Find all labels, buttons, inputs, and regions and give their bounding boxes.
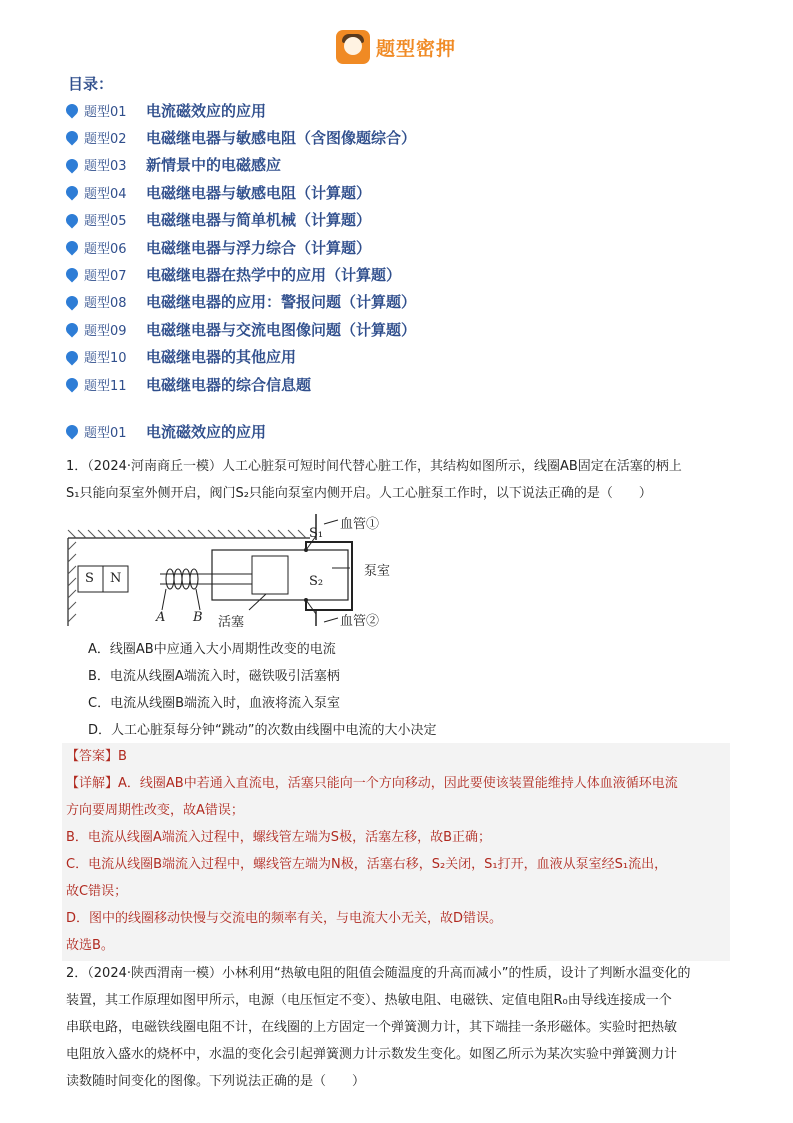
explain-line: 方向要周期性改变，故A错误；: [66, 803, 244, 818]
section-heading: [66, 420, 266, 442]
explain-line: 故选B。: [66, 938, 114, 953]
answer-line: 【答案】B: [66, 749, 127, 764]
location-pin-icon: [64, 293, 81, 310]
toc-item-title: 电磁继电器与敏感电阻（含图像题综合）: [146, 128, 417, 147]
toc-item-tag: 题型05: [84, 214, 127, 230]
explain-line: 故C错误；: [66, 884, 128, 899]
coil-b-label: B: [193, 610, 203, 625]
toc-item[interactable]: [66, 99, 266, 121]
location-pin-icon: [64, 348, 81, 365]
explain-line: 【详解】A．线圈AB中若通入直流电，活塞只能向一个方向移动，因此要使该装置能维持人体血液循环电流: [66, 776, 678, 791]
toc-item-tag: 题型10: [84, 351, 127, 367]
toc-item-title: 电磁继电器与浮力综合（计算题）: [146, 238, 372, 257]
chamber-label: 泵室: [364, 564, 391, 579]
valve-s1-label: S₁: [309, 526, 324, 541]
location-pin-icon: [64, 321, 81, 338]
toc-item-tag: 题型09: [84, 323, 127, 339]
location-pin-icon: [64, 239, 81, 256]
toc-item[interactable]: [66, 318, 416, 340]
location-pin-icon: [64, 423, 81, 440]
toc-item-tag: 题型03: [84, 159, 127, 175]
toc-item[interactable]: [66, 263, 401, 285]
explain-line: C．电流从线圈B端流入过程中，螺线管左端为N极，活塞右移，S₂关闭，S₁打开，血液从泵室经S₁流出，: [66, 857, 668, 872]
toc-item[interactable]: [66, 181, 371, 203]
toc-item-title: 电磁继电器与交流电图像问题（计算题）: [146, 320, 417, 339]
toc-title: 目录：: [68, 75, 114, 93]
toc-item-tag: 题型11: [84, 378, 127, 394]
location-pin-icon: [64, 129, 81, 146]
option-b: B．电流从线圈A端流入时，磁铁吸引活塞柄: [88, 669, 340, 684]
vessel-2-label: 血管②: [340, 614, 380, 629]
location-pin-icon: [64, 211, 81, 228]
toc-item[interactable]: [66, 346, 296, 368]
toc-item-title: 电磁继电器在热学中的应用（计算题）: [146, 265, 402, 284]
toc-item-tag: 题型08: [84, 296, 127, 312]
toc-item-title: 电流磁效应的应用: [146, 101, 267, 120]
section-title: 电流磁效应的应用: [146, 422, 267, 441]
toc-item-tag: 题型04: [84, 186, 127, 202]
magnet-s-label: S: [85, 571, 94, 586]
toc-item-title: 电磁继电器的其他应用: [146, 348, 297, 367]
valve-s2-label: S₂: [309, 574, 324, 589]
location-pin-icon: [64, 102, 81, 119]
toc-item-title: 电磁继电器的综合信息题: [146, 375, 312, 394]
toc-item[interactable]: [66, 154, 281, 176]
toc-item[interactable]: [66, 209, 371, 231]
location-pin-icon: [64, 156, 81, 173]
toc-item[interactable]: [66, 236, 371, 258]
option-c: C．电流从线圈B端流入时，血液将流入泵室: [88, 696, 340, 711]
question-1-stem: 1．（2024·河南商丘一模）人工心脏泵可短时间代替心脏工作，其结构如图所示，线圈AB固定在活塞的柄上 S₁只能向泵室外侧开启，阀门S₂只能向泵室内侧开启。人工心脏泵工作时，以下说法正确的是（ ）: [66, 459, 682, 501]
question-2-stem: 2．（2024·陕西渭南一模）小林利用“热敏电阻的阻值会随温度的升高而减小”的性质，设计了判断水温变化的 装置，其工作原理如图甲所示，电源（电压恒定不变）、热敏电阻、电磁铁、定值电阻R₀由导线连接成一个 串联电路，电磁铁线圈电阻不计，在线圈的上方固定一个弹簧测力计，其下端挂一条形磁体。实验时把热敏 电阻放入盛水的烧杯中，水温的变化会引起弹簧测力计示数发生变化。如图乙所示为某次实验中弹簧测力计 读数随时间变化的图像。下列说法正确的是（ ）: [66, 966, 691, 1089]
answer-block: [66, 743, 730, 959]
toc-item-title: 电磁继电器与简单机械（计算题）: [146, 211, 372, 230]
option-d: D．人工心脏泵每分钟“跳动”的次数由线圈中电流的大小决定: [88, 723, 437, 738]
toc-item-title: 电磁继电器与敏感电阻（计算题）: [146, 183, 372, 202]
toc-item-tag: 题型02: [84, 131, 127, 147]
brand-logo: [336, 30, 456, 64]
explain-line: D．图中的线圈移动快慢与交流电的频率有关，与电流大小无关，故D错误。: [66, 911, 503, 926]
toc-item-title: 电磁继电器的应用：警报问题（计算题）: [146, 293, 417, 312]
piston-label: 活塞: [218, 615, 245, 630]
option-a: A．线圈AB中应通入大小周期性改变的电流: [88, 642, 336, 657]
toc-item-tag: 题型06: [84, 241, 127, 257]
toc-item-title: 新情景中的电磁感应: [146, 156, 282, 175]
toc-item[interactable]: [66, 126, 416, 148]
location-pin-icon: [64, 376, 81, 393]
section-tag: 题型01: [84, 425, 127, 441]
teacher-avatar-icon: [336, 30, 370, 64]
vessel-1-label: 血管①: [340, 517, 380, 532]
toc-item-tag: 题型07: [84, 268, 127, 284]
magnet-n-label: N: [110, 571, 122, 586]
location-pin-icon: [64, 184, 81, 201]
logo-text: 题型密押: [376, 37, 457, 60]
pump-diagram: [66, 510, 406, 632]
toc-item[interactable]: [66, 291, 416, 313]
location-pin-icon: [64, 266, 81, 283]
coil-a-label: A: [156, 610, 166, 625]
explain-line: B．电流从线圈A端流入过程中，螺线管左端为S极，活塞左移，故B正确；: [66, 830, 491, 845]
toc-item[interactable]: [66, 373, 311, 395]
toc-item-tag: 题型01: [84, 104, 127, 120]
